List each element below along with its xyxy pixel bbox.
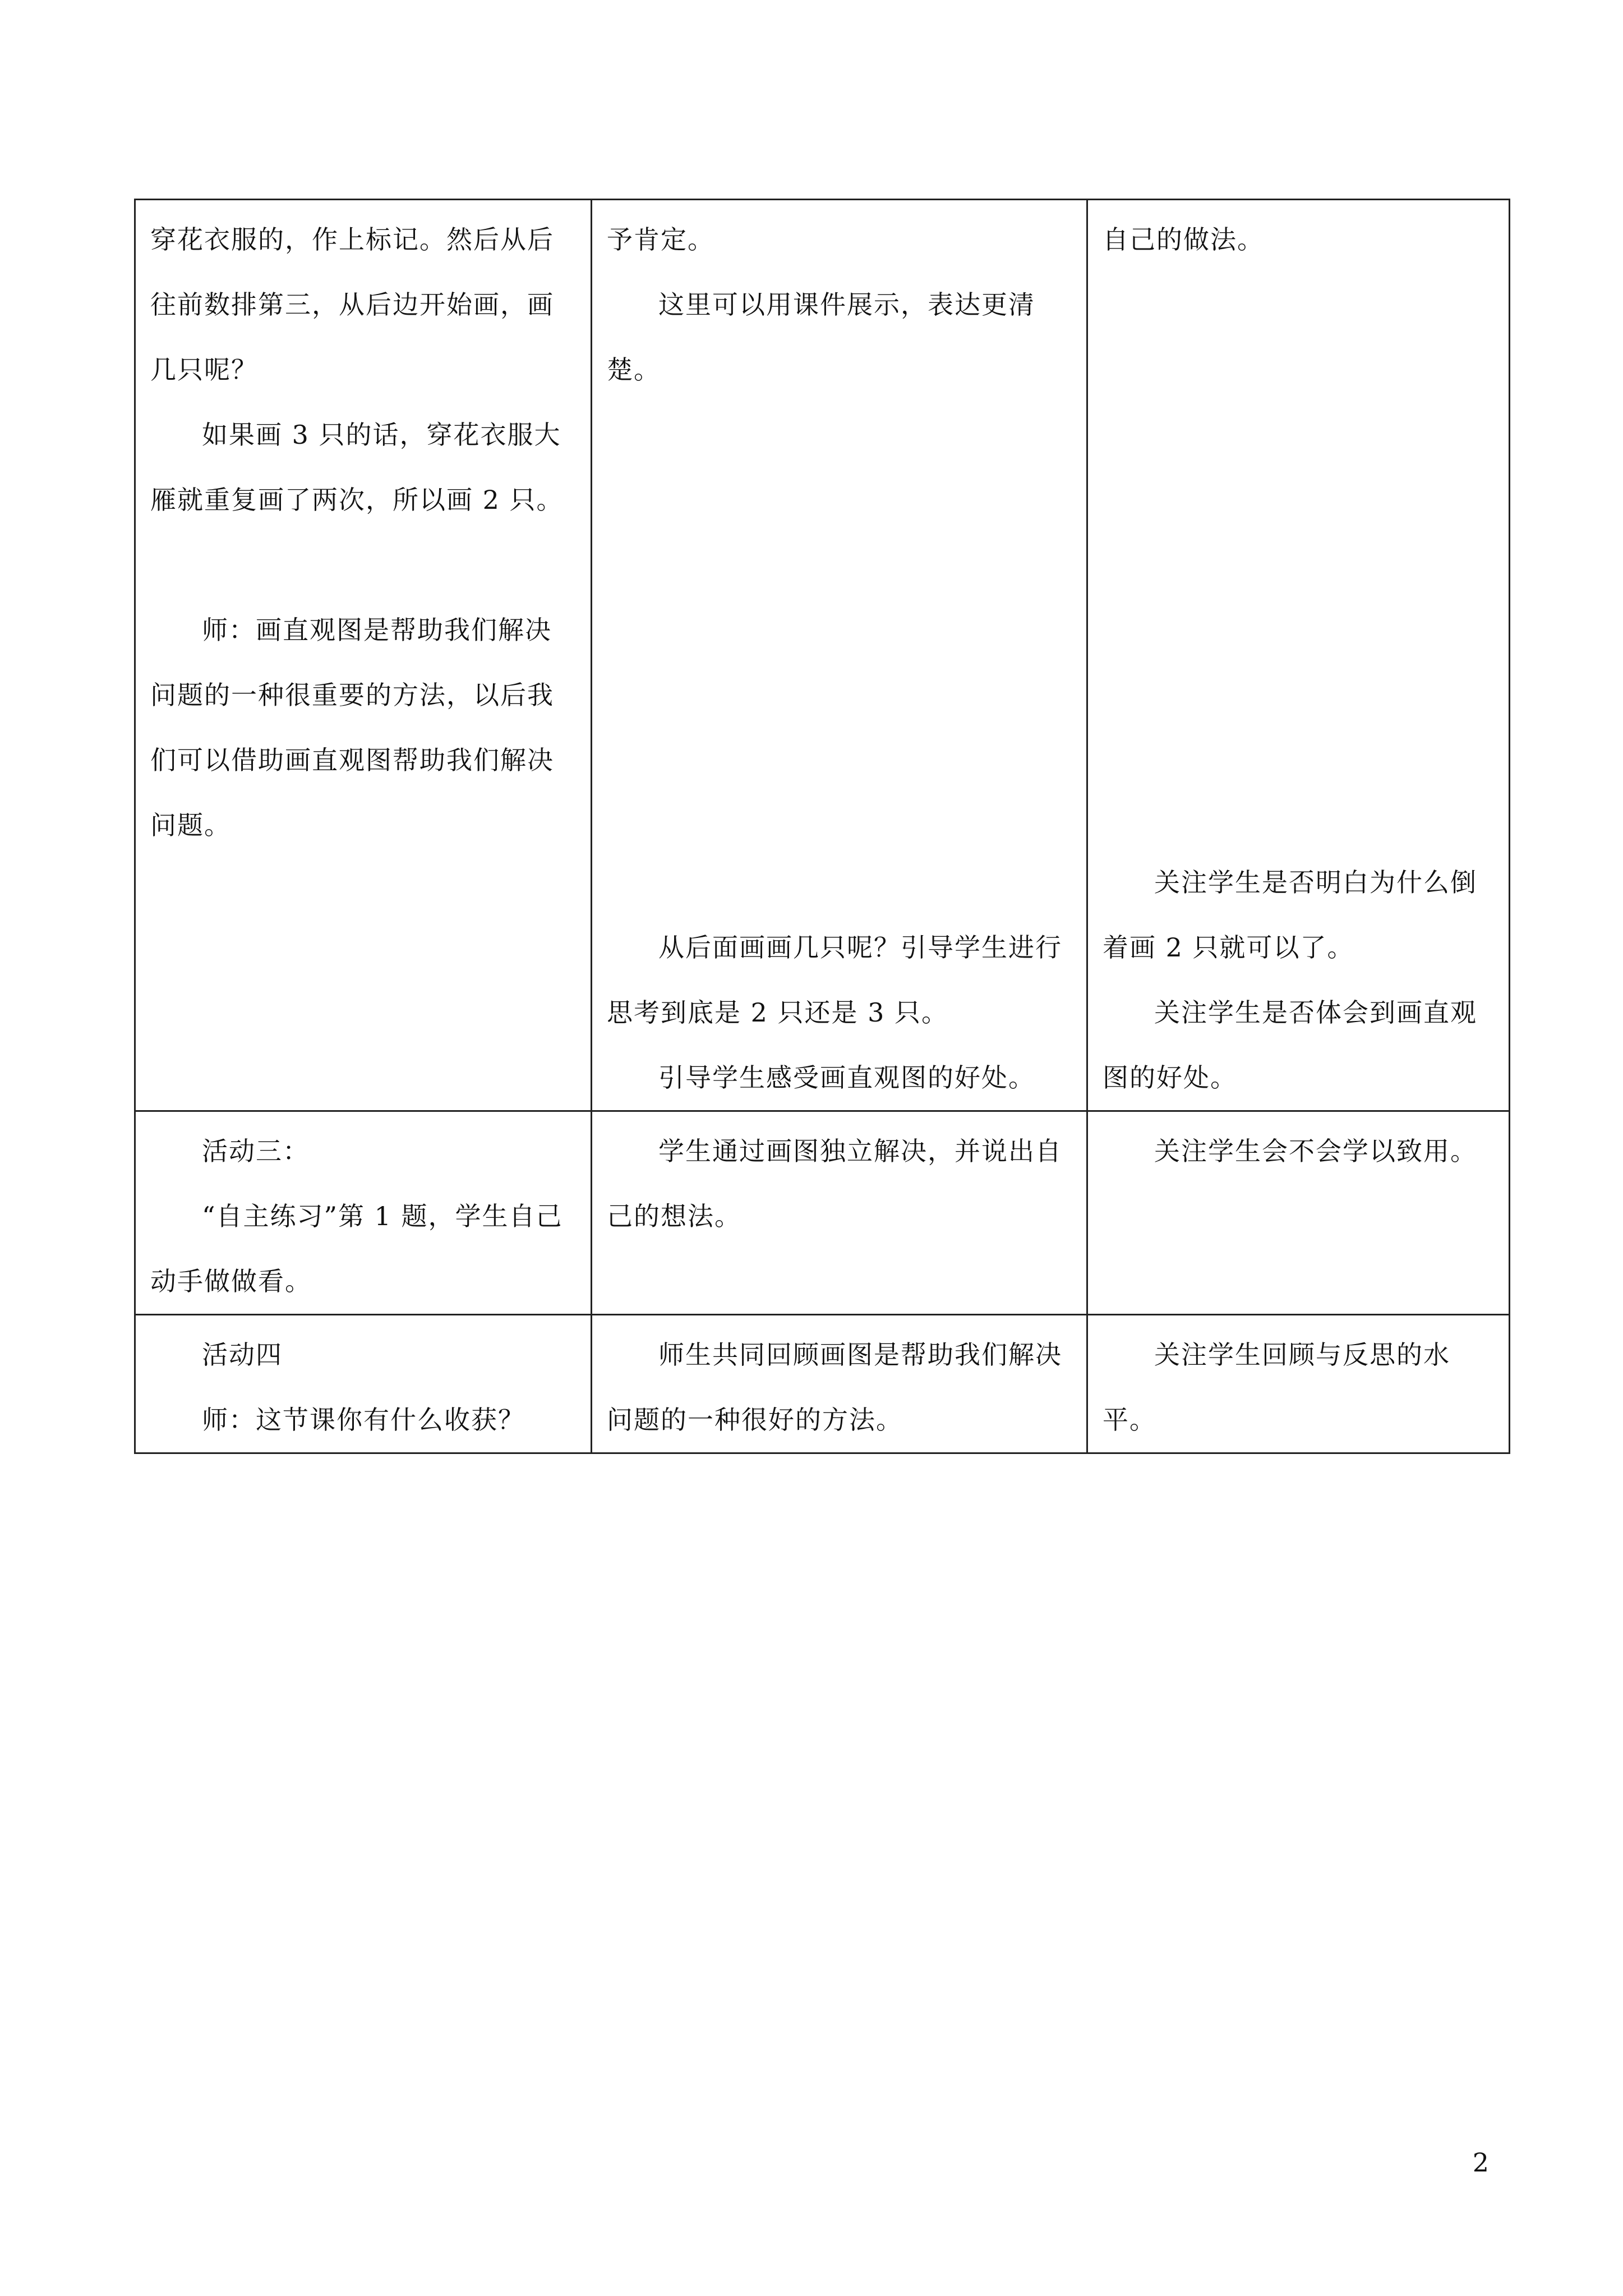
table-cell-assessment [1087,200,1510,1111]
table-row [135,1111,1510,1315]
cell-paragraph: 如果画 3 只的话，穿花衣服大雁就重复画了两次，所以画 2 只。 [150,420,564,515]
cell-paragraph: 师：这节课你有什么收获？ [202,1405,525,1435]
cell-paragraph: 关注学生是否体会到画直观图的好处。 [1103,997,1477,1093]
table-cell-activity [135,1315,592,1453]
table-cell-activity [135,200,592,1111]
table-cell-teacher-guidance [592,1315,1087,1453]
lesson-plan-table [134,199,1510,1454]
paragraph-spacer [1103,272,1496,850]
cell-paragraph: 自己的做法。 [1103,224,1264,255]
paragraph-spacer [150,532,578,597]
cell-paragraph: 穿花衣服的，作上标记。然后从后往前数排第三，从后边开始画，画几只呢？ [150,224,554,385]
cell-paragraph: 予肯定。 [607,224,714,255]
cell-paragraph: 关注学生是否明白为什么倒着画 2 只就可以了。 [1103,867,1477,963]
cell-paragraph: 这里可以用课件展示，表达更清楚。 [607,289,1035,385]
cell-paragraph: “自主练习”第 1 题，学生自己动手做做看。 [150,1201,563,1296]
paragraph-spacer [607,402,1074,915]
table-cell-assessment [1087,1111,1510,1315]
cell-paragraph: 引导学生感受画直观图的好处。 [658,1062,1035,1093]
cell-paragraph: 活动四 [202,1340,283,1370]
table-cell-teacher-guidance [592,1111,1087,1315]
table-row [135,1315,1510,1453]
cell-paragraph: 从后面画画几只呢？引导学生进行思考到底是 2 只还是 3 只。 [607,932,1062,1028]
table-cell-assessment [1087,1315,1510,1453]
cell-paragraph: 活动三： [202,1136,310,1166]
cell-paragraph: 学生通过画图独立解决，并说出自己的想法。 [607,1136,1062,1231]
table-cell-teacher-guidance [592,200,1087,1111]
cell-paragraph: 师：画直观图是帮助我们解决问题的一种很重要的方法，以后我们可以借助画直观图帮助我们解决问题。 [150,615,554,840]
page-number: 2 [1472,2147,1489,2178]
cell-paragraph: 师生共同回顾画图是帮助我们解决问题的一种很好的方法。 [607,1340,1062,1435]
cell-paragraph: 关注学生会不会学以致用。 [1154,1136,1477,1166]
table-row [135,200,1510,1111]
table-cell-activity [135,1111,592,1315]
cell-paragraph: 关注学生回顾与反思的水平。 [1103,1340,1450,1435]
